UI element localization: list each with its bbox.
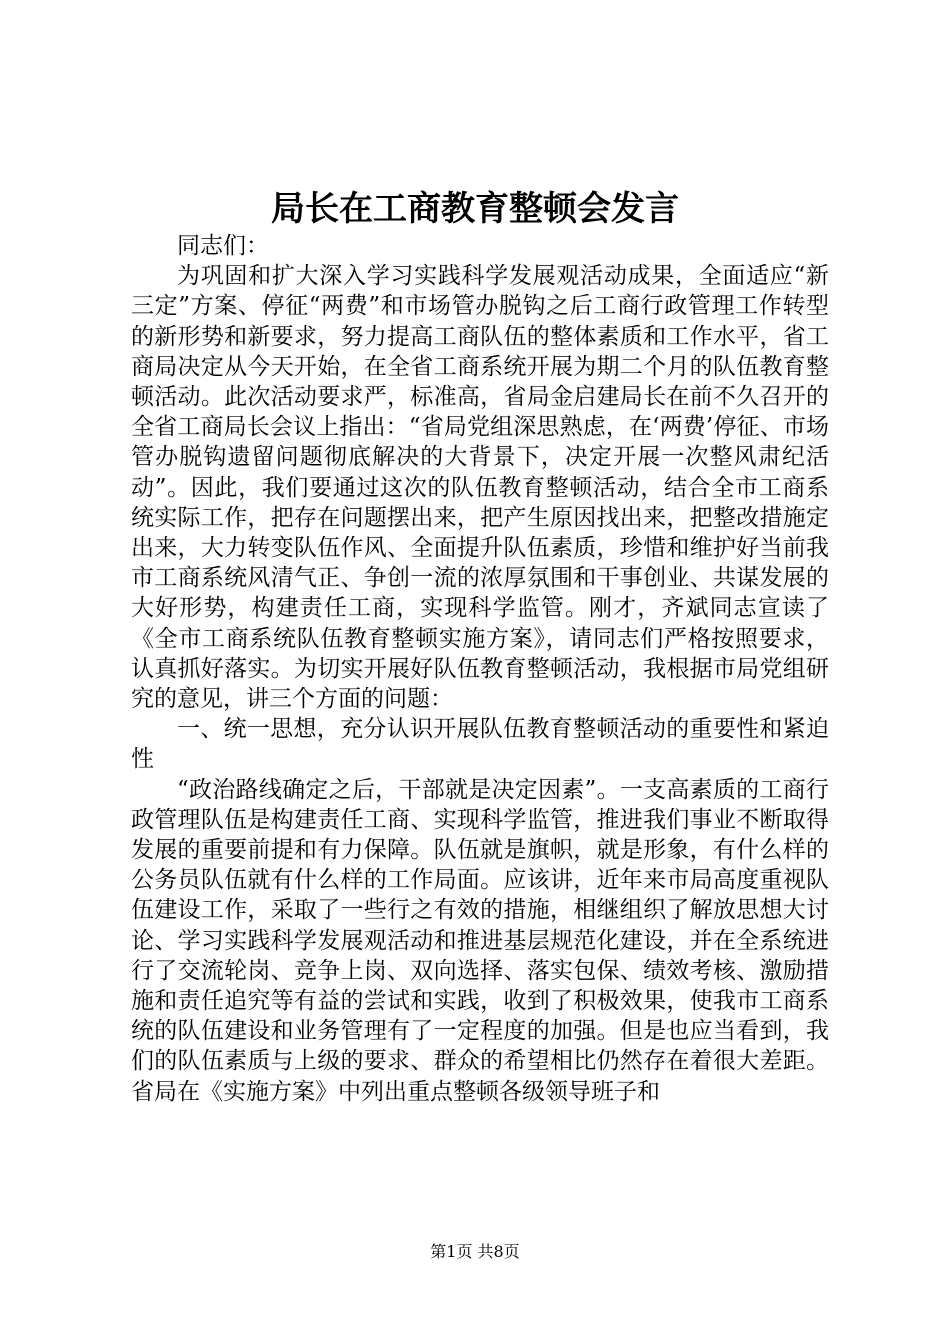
salutation-paragraph: 同志们： — [177, 233, 269, 259]
document-body — [131, 231, 829, 1107]
section-heading: 一、统一思想，充分认识开展队伍教育整顿活动的重要性和紧迫性 — [131, 716, 829, 773]
body-paragraph: “政治路线确定之后，干部就是决定因素”。一支高素质的工商行政管理队伍是构建责任工商、实现科学监管，推进我们事业不断取得发展的重要前提和有力保障。队伍就是旗帜，就是形象，有什么样的公务员队伍就有什么样的工作局面。应该讲，近年来市局高度重视队伍建设工作，采取了一些行之有效的措施，相继组织了解放思想大讨论、学习实践科学发展观活动和推进基层规范化建设，并在全系统进行了交流轮岗、竞争上岗、双向选择、落实包保、绩效考核、激励措施和责任追究等有益的尝试和实践，收到了积极效果，使我市工商系统的队伍建设和业务管理有了一定程度的加强。但是也应当看到，我们的队伍素质与上级的要求、群众的希望相比仍然存在着很大差距。省局在《实施方案》中列出重点整顿各级领导班子和 — [131, 776, 829, 1105]
document-title: 局长在工商教育整顿会发言 — [271, 189, 679, 229]
body-paragraph: 为巩固和扩大深入学习实践科学发展观活动成果，全面适应“新三定”方案、停征“两费”和市场管办脱钩之后工商行政管理工作转型的新形势和新要求，努力提高工商队伍的整体素质和工作水平，省工商局决定从今天开始，在全省工商系统开展为期二个月的队伍教育整顿活动。此次活动要求严，标准高，省局金启建局长在前不久召开的全省工商局长会议上指出：“省局党组深思熟虑，在‘两费’停征、市场管办脱钩遗留问题彻底解决的大背景下，决定开展一次整风肃纪活动”。因此，我们要通过这次的队伍教育整顿活动，结合全市工商系统实际工作，把存在问题摆出来，把产生原因找出来，把整改措施定出来，大力转变队伍作风、全面提升队伍素质，珍惜和维护好当前我市工商系统风清气正、争创一流的浓厚氛围和干事创业、共谋发展的大好形势，构建责任工商，实现科学监管。刚才，齐斌同志宣读了《全市工商系统队伍教育整顿实施方案》，请同志们严格按照要求，认真抓好落实。为切实开展好队伍教育整顿活动，我根据市局党组研究的意见，讲三个方面的问题： — [131, 263, 829, 713]
page-number-footer: 第1页 共8页 — [430, 1242, 520, 1261]
